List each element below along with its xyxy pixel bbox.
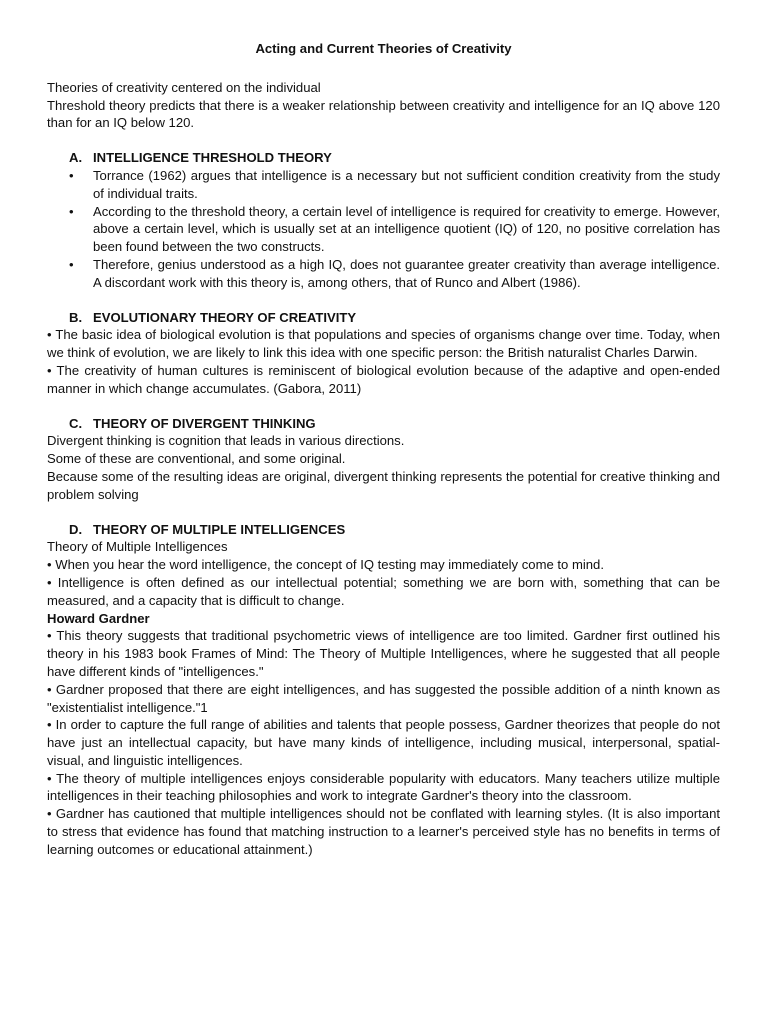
list-item-text: According to the threshold theory, a certain level of intelligence is required for creativity to emerge. However, above a certain level, which is usually set at an intelligence quotient (IQ) of 120, no positive correlation has been found between the two constructs. (93, 203, 720, 255)
intro-block (47, 79, 720, 132)
section-paragraph: • The creativity of human cultures is reminiscent of biological evolution because of the adaptive and open-ended manner in which change accumulates. (Gabora, 2011) (47, 362, 720, 396)
section-heading (47, 309, 720, 327)
section-paragraph: • Intelligence is often defined as our intellectual potential; something we are born with, something that can be measured, and a capacity that is difficult to change. (47, 574, 720, 608)
section-title: THEORY OF DIVERGENT THINKING (93, 415, 316, 431)
section-letter: A. (69, 150, 83, 166)
document-title: Acting and Current Theories of Creativity (255, 41, 512, 56)
section-evolutionary-theory (47, 309, 720, 398)
subheading-howard-gardner: Howard Gardner (47, 610, 150, 626)
section-heading (47, 149, 720, 167)
section-paragraph: • The basic idea of biological evolution is that populations and species of organisms change over time. Today, when we think of evolution, we are likely to link this idea with one specific person: the British naturalist Charles Darwin. (47, 327, 720, 361)
section-heading (47, 521, 720, 539)
section-paragraph: Because some of the resulting ideas are original, divergent thinking represents the potential for creative thinking and problem solving (47, 468, 720, 502)
section-intelligence-threshold (47, 149, 720, 291)
section-letter: B. (69, 309, 83, 325)
section-paragraph: Divergent thinking is cognition that leads in various directions. (47, 433, 405, 449)
section-letter: D. (69, 521, 83, 537)
bullet-icon: • (69, 167, 74, 183)
section-paragraph: • In order to capture the full range of abilities and talents that people possess, Gardner theorizes that people do not have just an intellectual capacity, but have many kinds of intelligence, including musical, interpersonal, spatial-visual, and linguistic intelligences. (47, 717, 720, 768)
section-paragraph: Some of these are conventional, and some original. (47, 451, 346, 467)
section-heading (47, 415, 720, 433)
section-multiple-intelligences (47, 521, 720, 859)
section-paragraph: • Gardner has cautioned that multiple intelligences should not be conflated with learning styles. (It is also important to stress that evidence has found that matching instruction to a learner's perceived style has no benefits in terms of learning outcomes or educational attainment.) (47, 806, 720, 857)
bullet-icon: • (69, 256, 74, 272)
section-title: EVOLUTIONARY THEORY OF CREATIVITY (93, 309, 357, 325)
bullet-icon: • (69, 203, 74, 219)
section-paragraph: • Gardner proposed that there are eight intelligences, and has suggested the possible addition of a ninth known as "existentialist intelligence."1 (47, 681, 720, 715)
bullet-list (47, 167, 720, 292)
section-paragraph: • The theory of multiple intelligences enjoys considerable popularity with educators. Many teachers utilize multiple intelligences in their teaching philosophies and work to integrate Gardner's theory into the classroom. (47, 770, 720, 804)
list-item (47, 256, 720, 292)
section-paragraph: • When you hear the word intelligence, the concept of IQ testing may immediately come to mind. (47, 557, 604, 573)
list-item-text: Therefore, genius understood as a high IQ, does not guarantee greater creativity than average intelligence. A discordant work with this theory is, among others, that of Runco and Albert (1986). (93, 256, 720, 290)
section-divergent-thinking (47, 415, 720, 504)
list-item-text: Torrance (1962) argues that intelligence is a necessary but not sufficient condition creativity from the study of individual traits. (93, 167, 720, 201)
document-body (47, 40, 720, 859)
list-item (47, 203, 720, 256)
section-title: THEORY OF MULTIPLE INTELLIGENCES (93, 521, 346, 537)
section-title: INTELLIGENCE THRESHOLD THEORY (93, 150, 332, 166)
section-paragraph: • This theory suggests that traditional psychometric views of intelligence are too limited. Gardner first outlined his theory in his 1983 book Frames of Mind: The Theory of Multiple Intelligences, where he suggested that all people have different kinds of "intelligences." (47, 628, 720, 679)
intro-line: Theories of creativity centered on the individual (47, 79, 321, 95)
intro-paragraph: Threshold theory predicts that there is a weaker relationship between creativity and intelligence for an IQ above 120 than for an IQ below 120. (47, 97, 720, 131)
list-item (47, 167, 720, 203)
section-letter: C. (69, 415, 83, 431)
section-paragraph: Theory of Multiple Intelligences (47, 539, 228, 555)
